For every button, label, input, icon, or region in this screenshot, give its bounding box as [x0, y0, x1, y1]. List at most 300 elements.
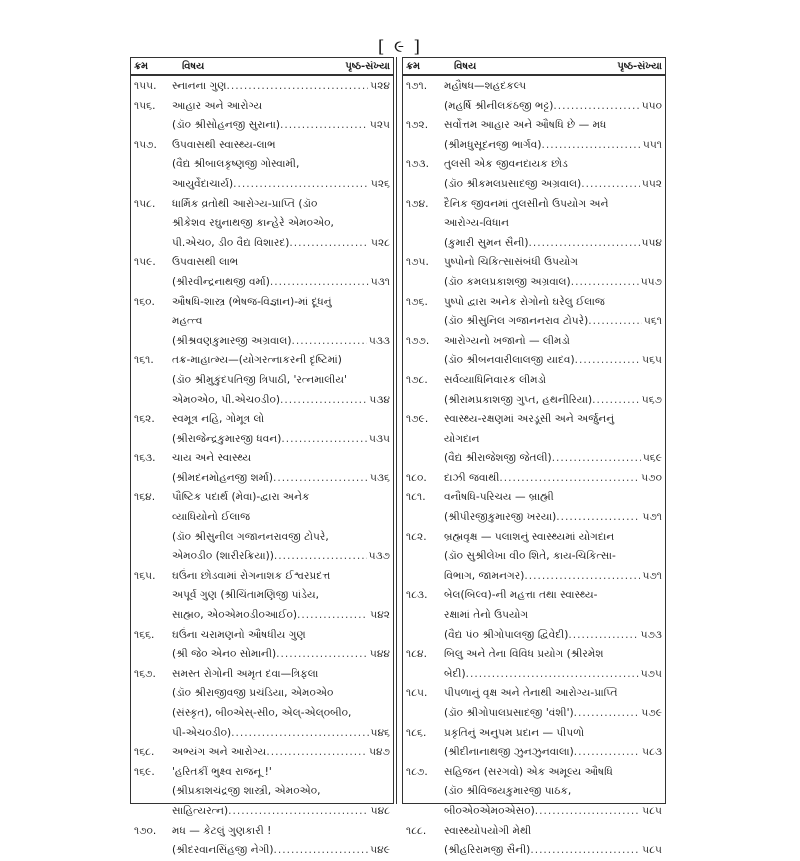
entry-title: (વૈદ્ય પં૦ શ્રીગોપાલજી દ્વિવેદી)	[444, 628, 569, 641]
entry-line	[172, 77, 390, 97]
entry-body	[444, 645, 662, 684]
entry-title: (મહર્ષિ શ્રીનીલકંઠજી ભટ્ટ)	[444, 99, 554, 112]
entry-title: (શ્રીપીરજીકુમારજી ખરયા)	[444, 511, 557, 524]
entry-number: ૧૮૪.	[406, 648, 427, 661]
entry-number: ૧૭૫.	[406, 256, 429, 269]
column-divider	[396, 57, 397, 804]
dot-leader	[568, 626, 638, 646]
entry-line	[444, 195, 662, 215]
entry-line	[172, 214, 390, 234]
list-item	[406, 293, 662, 332]
list-item	[406, 77, 662, 116]
entry-line	[444, 155, 662, 175]
entry-page: ૫૩૪	[369, 393, 390, 406]
entry-number: ૧૮૫.	[406, 687, 428, 700]
entry-title: સ્નાનના ગુણ	[172, 80, 227, 92]
entry-body	[172, 195, 390, 254]
entry-title: (શ્રીરામપ્રકાશજી ગુપ્ત, હથનીરિયા)	[444, 393, 593, 406]
entry-number: ૧૭૯.	[406, 413, 429, 426]
dot-leader	[231, 724, 368, 744]
entry-page: ૫૨૪	[370, 80, 390, 92]
dot-leader	[280, 116, 368, 136]
entry-line	[172, 116, 390, 136]
list-item	[406, 684, 662, 723]
entry-title: (ડૉ૦ શ્રીસોહનજી સુરાના)	[172, 119, 280, 132]
entry-page: ૫૭૧	[642, 569, 662, 582]
entry-title: બિલુ અને તેના વિવિધ પ્રયોગ (શ્રીરમેશ	[444, 648, 604, 661]
entry-title: ઉપવાસથી સ્વાસ્થ્ય-લાભ	[172, 138, 276, 151]
dot-leader	[280, 391, 367, 411]
entry-page: ૫૭૦	[641, 471, 662, 484]
entry-page: ૫૭૩	[640, 628, 662, 641]
entry-title: રક્ષામાં તેનો ઉપયોગ	[444, 609, 529, 622]
entry-title: (શ્રીહરિરામજી સૈની)	[444, 844, 531, 857]
entry-title: પ્રકૃતિનું અનુપમ પ્રદાન — પીપળો	[444, 726, 585, 739]
entry-title: (ડૉ૦ શ્રીગોપાલપ્રસાદજી 'વંશી')	[444, 707, 574, 719]
dot-leader	[529, 234, 640, 254]
entry-line	[444, 724, 662, 744]
dot-leader	[552, 449, 641, 469]
entry-number: ૧૬૪.	[134, 491, 156, 504]
entry-number: ૧૭૮.	[406, 373, 428, 386]
entry-line	[444, 567, 662, 587]
header-pages: પૃષ્ઠ-સંખ્યા	[617, 60, 662, 72]
entry-title: ઘઉંના છોડવામાં રોગનાશક ઈશ્વરપ્રદત્ત	[172, 569, 331, 582]
entry-line	[172, 822, 390, 842]
list-item	[134, 195, 390, 254]
entry-number: ૧૬૯.	[134, 765, 155, 778]
entry-number: ૧૫૯.	[134, 256, 156, 269]
header-num: ક્રમ	[134, 60, 149, 72]
entry-page: ૫૭૫	[640, 667, 662, 680]
entry-line	[444, 77, 662, 97]
entry-title: ધાર્મિક વ્રતોથી આરોગ્ય-પ્રાપ્તિ (ડૉ૦	[172, 197, 318, 210]
entries-right	[402, 76, 666, 857]
entry-title: દાઝી જવાથી	[444, 471, 500, 484]
header-pages: પૃષ્ઠ-સંખ્યા	[345, 60, 390, 72]
dot-leader	[571, 273, 639, 293]
dot-leader	[274, 547, 367, 567]
entry-line	[172, 841, 390, 861]
entry-number: ૧૫૫.	[134, 80, 157, 92]
entry-page: ૫૫૪	[641, 236, 662, 249]
entry-page: ૫૨૫	[369, 119, 390, 132]
entry-title: આરોગ્ય-વિધાન	[444, 217, 510, 230]
dot-leader	[273, 469, 368, 489]
entry-title: શ્રીકેશવ રઘુનાથજી કાન્હેરે એમ૦એ૦,	[172, 217, 334, 230]
entry-page: ૫૨૬	[370, 177, 390, 190]
entry-line	[172, 743, 390, 763]
entry-title: (શ્રીશ્રવણકુમારજી અગ્રવાલ)	[172, 334, 292, 347]
entry-line	[172, 312, 390, 332]
entry-line	[172, 684, 390, 704]
entry-page: ૫૮૫	[642, 844, 662, 857]
dot-leader	[274, 841, 369, 861]
entry-page: ૫૮૩	[642, 746, 662, 759]
entry-number: ૧૭૧.	[406, 80, 428, 92]
list-item	[406, 116, 662, 155]
entry-line	[444, 704, 662, 724]
entry-title: આરોગ્યનો ખજાનો — લીમડો	[444, 334, 570, 347]
entry-number: ૧૮૨.	[406, 530, 427, 543]
entry-title: મહત્ત્વ	[172, 315, 203, 328]
entry-line	[172, 195, 390, 215]
dot-leader	[574, 743, 640, 763]
entry-body	[444, 528, 662, 587]
entry-body	[444, 253, 662, 292]
list-item	[134, 293, 390, 352]
entry-title: (શ્રીદીનાનાથજી ઝુનઝુનવાલા)	[444, 746, 574, 759]
entry-body	[172, 665, 390, 743]
list-item	[134, 743, 390, 763]
entry-number: ૧૬૫.	[134, 569, 156, 582]
dot-leader	[276, 645, 368, 665]
entry-title: મહૌષધ—શહદકલ્પ	[444, 80, 527, 92]
entry-title: (વૈદ્ય શ્રીબાલકૃષ્ણજી ગોસ્વામી,	[172, 158, 300, 171]
entry-line	[172, 704, 390, 724]
entry-page: ૫૩૬	[370, 471, 390, 484]
entry-title: સ્વાસ્થ્ય-રક્ષણમાં અરડૂસી અને અર્જુનનું	[444, 413, 615, 426]
table-header-right	[402, 57, 666, 76]
entry-line	[444, 547, 662, 567]
entry-title: (શ્રીપ્રકાશચંદ્રજી શાસ્ત્રી, એમ૦એ૦,	[172, 785, 321, 798]
dot-leader	[499, 469, 639, 489]
list-item	[134, 822, 390, 861]
entry-title: પુષ્પોનો ચિકિત્સાસંબંધી ઉપયોગ	[444, 256, 579, 269]
list-item	[406, 822, 662, 861]
entry-line	[172, 136, 390, 156]
left-column	[130, 57, 394, 857]
entry-number: ૧૮૦.	[406, 471, 427, 484]
entry-title: વ્યાધિયોનો ઈલાજ	[172, 511, 251, 524]
entry-title: ચાય અને સ્વાસ્થ્ય	[172, 452, 252, 465]
list-item	[406, 371, 662, 410]
entry-line	[172, 293, 390, 313]
entry-number: ૧૮૮.	[406, 824, 427, 837]
entry-line	[444, 528, 662, 548]
dot-leader	[592, 391, 640, 411]
entry-title: (ડૉ૦ સુશ્રીલેખા વી૦ શિતે, કાય-ચિકિત્સા-	[444, 550, 616, 563]
entry-body	[172, 136, 390, 195]
entry-page: ૫૫૦	[641, 99, 662, 112]
entry-body	[172, 763, 390, 822]
entry-line	[172, 253, 390, 273]
entry-body	[444, 155, 662, 194]
entry-title: બેલ(બિલ્વ)-ની મહત્તા તથા સ્વાસ્થ્ય-	[444, 589, 598, 602]
list-item	[406, 586, 662, 645]
entry-number: ૧૭૨.	[406, 119, 429, 132]
entry-line	[444, 371, 662, 391]
right-column	[402, 57, 666, 857]
list-item	[134, 567, 390, 626]
entry-title: સાહિત્યરત્ન)	[172, 804, 229, 817]
entry-number: ૧૬૭.	[134, 667, 156, 680]
entry-body	[444, 763, 662, 822]
list-item	[134, 410, 390, 449]
list-item	[406, 645, 662, 684]
entry-title: પૌષ્ટિક પદાર્થ (મેવા)-દ્વારા અનેક	[172, 491, 310, 504]
entry-number: ૧૫૮.	[134, 197, 156, 210]
entry-title: વનૌષધિ-પરિચય — બ્રાહ્મી	[444, 491, 554, 504]
entry-line	[444, 312, 662, 332]
entry-page: ૫૪૯	[370, 844, 390, 857]
entry-title: સર્વોત્તમ આહાર અને ઔષધિ છે — મધ	[444, 119, 607, 132]
entry-page: ૫૪૪	[369, 648, 390, 661]
entry-number: ૧૭૪.	[406, 197, 429, 210]
entry-title: સમસ્ત રોગોની અમૃત દવા—ત્રિફલા	[172, 667, 319, 680]
list-item	[134, 77, 390, 97]
entry-line	[444, 449, 662, 469]
entry-title: ઘઉંના ચરામણનો ઔષધીય ગુણ	[172, 628, 306, 641]
list-item	[134, 665, 390, 743]
entry-line	[172, 724, 390, 744]
entry-page: ૫૪૮	[370, 804, 390, 817]
entry-page: ૫૬૧	[643, 315, 662, 328]
entry-line	[172, 234, 390, 254]
entry-title: સ્વાસ્થ્યોપયોગી મેથી	[444, 824, 532, 837]
list-item	[406, 528, 662, 587]
entry-title: એમ૦એ૦, પી.એચ૦ડી૦)	[172, 393, 280, 406]
entry-line	[172, 391, 390, 411]
list-item	[406, 724, 662, 763]
entry-body	[172, 626, 390, 665]
dot-leader	[581, 175, 640, 195]
entry-title: તક્ર-માહાત્મ્ય—(યોગરત્નાકરની દૃષ્ટિમાં)	[172, 354, 342, 367]
entry-line	[172, 273, 390, 293]
entry-title: બ્રહ્મવૃક્ષ — પલાશનું સ્વાસ્થ્યમાં યોગદાન	[444, 530, 615, 543]
entry-body	[444, 684, 662, 723]
entry-page: ૫૩૫	[369, 432, 390, 445]
entry-number: ૧૭૭.	[406, 334, 430, 347]
entry-line	[444, 332, 662, 352]
entry-line	[172, 763, 390, 783]
entry-body	[172, 410, 390, 449]
entry-number: ૧૭૩.	[406, 158, 429, 171]
entry-title: સહિજન (સરગવો) એક અમૂલ્ય ઔષધિ	[444, 765, 613, 778]
entries-left	[130, 76, 394, 857]
entry-title: તુલસી એક જીવનદાયક છોડ	[444, 158, 568, 171]
entry-line	[444, 136, 662, 156]
entry-title: બી૦એ૦એમ૦એસ૦)	[444, 804, 535, 817]
header-subject: વિષય	[454, 60, 477, 72]
list-item	[134, 253, 390, 292]
list-item	[134, 763, 390, 822]
entry-title: ઔષધિ-શાસ્ત્ર (ભેષજ-વિજ્ઞાન)-માં દૂધનું	[172, 295, 332, 308]
entry-line	[172, 430, 390, 450]
entry-body	[172, 351, 390, 410]
entry-title: મધ — કેટલું ગુણકારી !	[172, 824, 272, 837]
entry-line	[172, 371, 390, 391]
dot-leader	[270, 273, 369, 293]
entry-title: (શ્રીદરવાનસિંહજી નેગી)	[172, 844, 274, 857]
dot-leader	[466, 665, 639, 685]
entry-line	[444, 626, 662, 646]
dot-leader	[266, 743, 367, 763]
dot-leader	[553, 97, 639, 117]
entry-title: (શ્રીમધુસૂદનજી ભાર્ગવ)	[444, 138, 542, 151]
entry-number: ૧૫૭.	[134, 138, 157, 151]
entry-number: ૧૬૧.	[134, 354, 154, 367]
list-item	[406, 195, 662, 254]
entry-body	[444, 77, 662, 116]
entry-line	[444, 273, 662, 293]
entry-body	[172, 822, 390, 861]
dot-leader	[297, 606, 368, 626]
entry-line	[444, 508, 662, 528]
entry-number: ૧૬૩.	[134, 452, 156, 465]
entry-line	[444, 430, 662, 450]
list-item	[134, 97, 390, 136]
entry-page: ૫૫૧	[642, 138, 662, 151]
entry-body	[444, 293, 662, 332]
dot-leader	[556, 508, 640, 528]
entry-page: ૫૭૧	[642, 511, 662, 524]
entry-title: (કુમારી સુમન સૈની)	[444, 236, 529, 249]
entry-title: અભ્યંગ અને આરોગ્ય	[172, 746, 267, 759]
entry-title: સાહ્મ૦, એ૦એમ૦ડી૦આઈ૦)	[172, 609, 298, 622]
entry-body	[444, 195, 662, 254]
entry-line	[172, 528, 390, 548]
dot-leader	[524, 567, 640, 587]
entry-page: ૫૬૭	[641, 393, 662, 406]
entry-line	[172, 626, 390, 646]
entry-title: 'હરિતકીં ભુક્ષ્વ રાજનૂ !'	[172, 765, 272, 778]
entry-number: ૧૮૩.	[406, 589, 428, 602]
entry-body	[172, 293, 390, 352]
entry-title: (ડૉ૦ શ્રીવિજયકુમારજી પાઠક,	[444, 785, 572, 798]
dot-leader	[289, 234, 369, 254]
entry-page: ૫૪૬	[370, 726, 390, 739]
entry-title: (ડૉ૦ શ્રીમુકુંદપતિજી ત્રિપાઠી, 'રત્નમાલીય'	[172, 373, 347, 386]
entry-line	[444, 586, 662, 606]
entry-line	[172, 469, 390, 489]
list-item	[134, 449, 390, 488]
entry-title: (વૈદ્ય શ્રીરાજેશજી જેતલી)	[444, 452, 552, 465]
list-item	[406, 410, 662, 469]
entry-body	[444, 586, 662, 645]
entry-title: (ડૉ૦ શ્રીબનવારીલાલજી યાદવ)	[444, 354, 575, 367]
entry-line	[172, 508, 390, 528]
entry-line	[444, 97, 662, 117]
entry-line	[444, 665, 662, 685]
list-item	[406, 253, 662, 292]
entry-body	[444, 488, 662, 527]
entry-line	[172, 449, 390, 469]
entry-line	[444, 606, 662, 626]
entry-title: પીપળાનું વૃક્ષ અને તેનાથી આરોગ્ય-પ્રાપ્તિ	[444, 687, 618, 700]
entry-title: (ડૉ૦ શ્રીરાજીવજી પ્રચંડિયા, એમ૦એ૦	[172, 687, 334, 700]
entry-body	[172, 567, 390, 626]
entry-number: ૧૫૬.	[134, 99, 156, 112]
header-num: ક્રમ	[406, 60, 421, 72]
entry-number: ૧૭૬.	[406, 295, 428, 308]
dot-leader	[233, 175, 369, 195]
entry-number: ૧૭૦.	[134, 824, 157, 837]
entry-line	[444, 293, 662, 313]
entry-line	[172, 155, 390, 175]
entry-title: પી-એચ૦ડી૦)	[172, 726, 232, 739]
entry-title: (ડૉ૦ શ્રીસુનિલ ગજાનનરાવ ટોપરે)	[444, 315, 589, 328]
entry-page: ૫૫૭	[640, 275, 662, 288]
dot-leader	[226, 77, 368, 97]
list-item	[406, 488, 662, 527]
entry-line	[172, 586, 390, 606]
entry-page: ૫૬૫	[642, 354, 662, 367]
entry-body	[444, 371, 662, 410]
entry-title: (શ્રીરવીન્દ્રનાથજી વર્મા)	[172, 275, 270, 288]
entry-line	[444, 684, 662, 704]
dot-leader	[228, 802, 369, 822]
header-subject: વિષય	[182, 60, 205, 72]
entry-line	[172, 606, 390, 626]
entry-line	[444, 391, 662, 411]
entry-title: અપૂર્વ ગુણ (શ્રીચિંતામણિજી પાંડેય,	[172, 589, 320, 602]
list-item	[134, 488, 390, 566]
entry-title: (શ્રી જે૦ એન૦ સોમાની)	[172, 648, 277, 661]
dot-leader	[588, 312, 642, 332]
entry-body	[172, 488, 390, 566]
entry-line	[172, 782, 390, 802]
dot-leader	[574, 704, 640, 724]
list-item	[406, 155, 662, 194]
entry-title: પુષ્પો દ્વારા અનેક રોગોનો ઘરેલુ ઈલાજ	[444, 295, 605, 308]
entry-page: ૫૪૭	[369, 746, 390, 759]
entry-body	[444, 332, 662, 371]
entry-body	[444, 410, 662, 469]
entry-line	[444, 116, 662, 136]
entry-line	[444, 351, 662, 371]
list-item	[406, 469, 662, 489]
entry-line	[172, 175, 390, 195]
entry-line	[172, 645, 390, 665]
entry-line	[444, 645, 662, 665]
entry-body	[172, 743, 390, 763]
list-item	[134, 626, 390, 665]
entry-number: ૧૬૨.	[134, 413, 155, 426]
page-number: [ ૯ ]	[377, 37, 423, 57]
entry-body	[172, 97, 390, 136]
dot-leader	[291, 332, 366, 352]
entry-line	[444, 410, 662, 430]
entry-line	[172, 410, 390, 430]
entry-body	[444, 724, 662, 763]
entry-title: (સંસ્કૃત), બી૦એસ્-સી૦, એલ્-એલ્૦બી૦,	[172, 707, 352, 719]
entry-title: (ડૉ૦ કમલપ્રકાશજી અગ્રવાલ)	[444, 275, 571, 288]
entry-title: એમ૦ડી૦ (શારીરક્રિયા))	[172, 550, 274, 563]
entry-line	[172, 332, 390, 352]
entry-line	[172, 547, 390, 567]
entry-title: યોગદાન	[444, 432, 480, 445]
entry-line	[444, 175, 662, 195]
entry-line	[172, 488, 390, 508]
entry-line	[444, 469, 662, 489]
entry-line	[172, 351, 390, 371]
entry-title: સ્વમૂત્ર નહિ, ગોમૂત્ર લો	[172, 413, 265, 426]
entry-line	[444, 802, 662, 822]
entry-body	[172, 449, 390, 488]
entry-title: દૈનિક જીવનમાં તુલસીનો ઉપયોગ અને	[444, 197, 609, 210]
dot-leader	[530, 841, 640, 861]
entry-line	[444, 822, 662, 842]
dot-leader	[281, 430, 367, 450]
entry-line	[444, 763, 662, 783]
entry-body	[172, 253, 390, 292]
entry-title: (ડૉ૦ શ્રીકમલપ્રસાદજી અગ્રવાલ)	[444, 177, 582, 190]
entry-page: ૫૩૩	[368, 334, 390, 347]
entry-line	[444, 253, 662, 273]
entry-title: (શ્રીમદનમોહનજી શર્મા)	[172, 471, 273, 484]
entry-number: ૧૬૦.	[134, 295, 155, 308]
